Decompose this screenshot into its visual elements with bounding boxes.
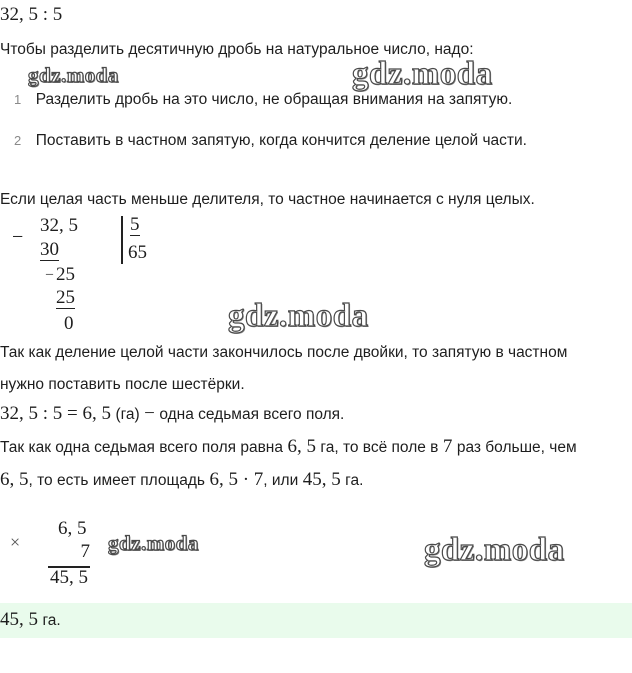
remainder-2: 0 [64, 313, 74, 334]
dividend: 32, 5 [40, 215, 78, 236]
step-item [14, 132, 527, 150]
area-text: га. [345, 472, 364, 489]
area-line [0, 469, 363, 491]
minus-sign-small: _ [46, 262, 53, 277]
area-text: , то есть имеет площадь [28, 472, 205, 489]
area-text: , или [263, 472, 299, 489]
field-value: 6, 5 [287, 436, 316, 457]
product: 45, 5 [50, 567, 88, 588]
answer-line [0, 609, 61, 631]
field-text: раз больше, чем [456, 439, 577, 456]
step-number: 2 [14, 133, 22, 148]
result-expression: 32, 5 : 5 = 6, 5 [0, 403, 111, 424]
factor-2-wrap [48, 541, 90, 563]
field-factor: 7 [442, 436, 453, 457]
result-line [0, 403, 344, 425]
subtrahend-1: 30 [40, 239, 59, 260]
result-text: одна седьмая всего поля. [159, 406, 345, 423]
watermark-logo: gdz.moda [28, 63, 119, 87]
explanation-line-2: нужно поставить после шестёрки. [0, 376, 245, 393]
divisor: 5 [130, 214, 140, 235]
field-line [0, 436, 577, 458]
area-value: 6, 5 [0, 469, 29, 490]
factor-1: 6, 5 [58, 518, 87, 539]
answer-unit: га. [42, 612, 61, 629]
step-text: Разделить дробь на это число, не обращая внимания на запятую. [35, 91, 513, 108]
area-expression: 6, 5 · 7 [209, 469, 264, 490]
answer-box [0, 603, 632, 638]
result-unit: (га) [115, 406, 140, 423]
area-total: 45, 5 [302, 469, 341, 490]
step-item [14, 91, 512, 109]
watermark-logo: gdz.moda [424, 532, 565, 568]
division-bar [121, 216, 123, 264]
subtrahend-2: 25 [56, 287, 75, 308]
watermark-logo: gdz.moda [228, 298, 369, 334]
field-text: га, то всё поле в [320, 439, 439, 456]
field-text: Так как одна седьмая всего поля равна [0, 439, 283, 456]
factor-2: 7 [80, 541, 90, 562]
multiply-sign: × [10, 532, 21, 552]
answer-value: 45, 5 [0, 609, 38, 630]
watermark-logo: gdz.moda [352, 56, 493, 92]
problem-expression: 32, 5 : 5 [0, 4, 63, 25]
result-dash: − [144, 403, 155, 424]
remainder-1: 25 [56, 264, 75, 285]
watermark-logo: gdz.moda [108, 531, 199, 555]
minus-sign: − [12, 226, 24, 248]
quotient: 65 [128, 242, 147, 263]
step-number: 1 [14, 92, 22, 107]
rule-note: Если целая часть меньше делителя, то частное начинается с нуля целых. [0, 191, 535, 208]
intro-text: Чтобы разделить десятичную дробь на натуральное число, надо: [0, 41, 474, 58]
explanation-line-1: Так как деление целой части закончилось после двойки, то запятую в частном [0, 344, 568, 361]
step-text: Поставить в частном запятую, когда кончится деление целой части. [35, 132, 527, 149]
